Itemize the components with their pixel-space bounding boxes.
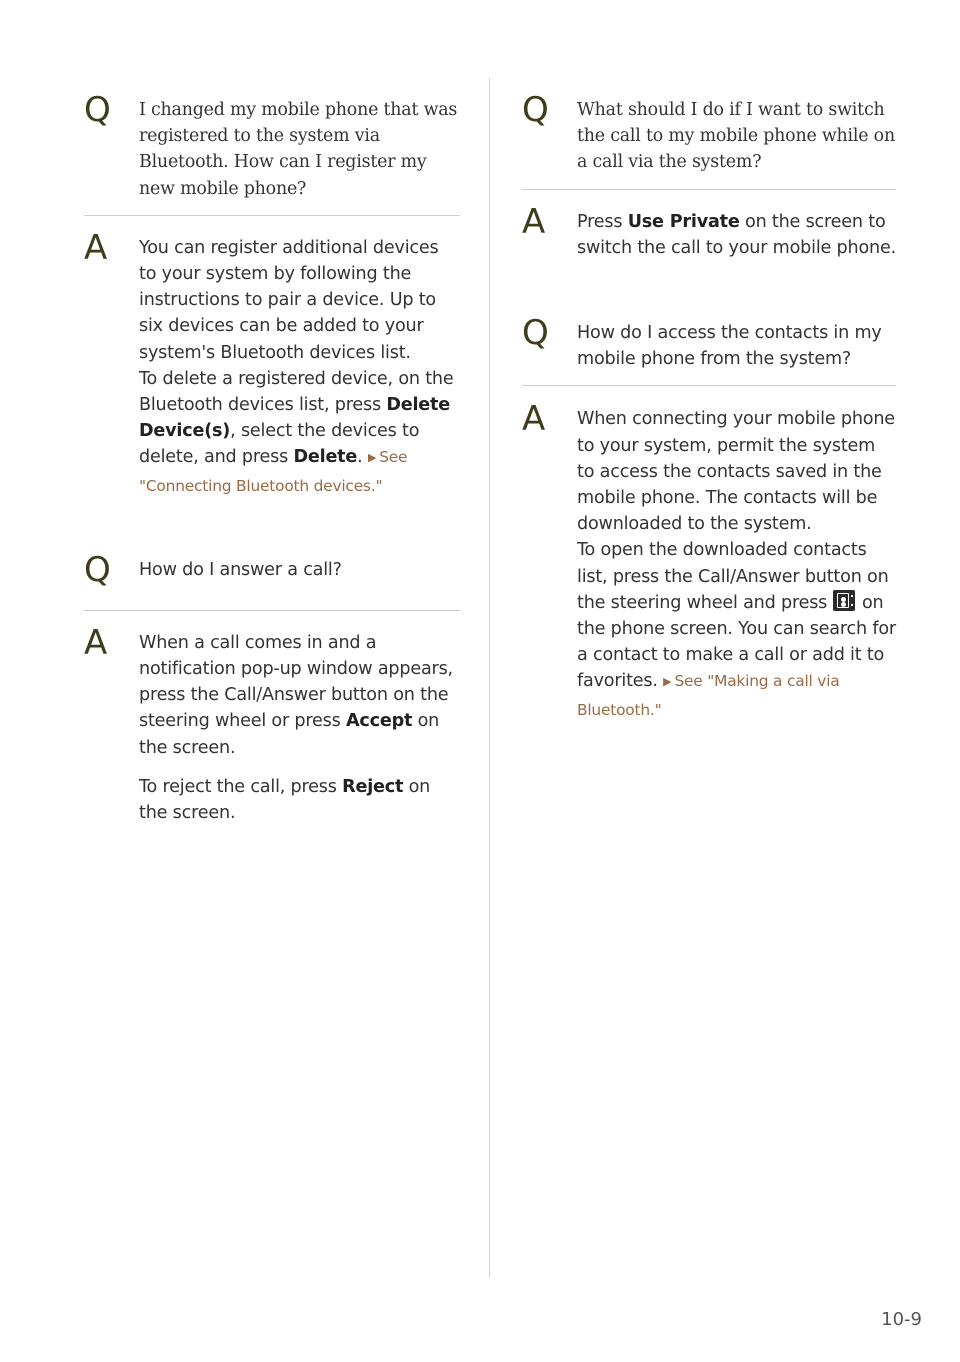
answer-text xyxy=(139,630,460,826)
answer-paragraph xyxy=(139,366,460,499)
question-text: How do I answer a call? xyxy=(139,559,342,580)
question-1 xyxy=(84,78,460,202)
text-run: on the phone screen. You can search for a contact to make a call or add it to favorites. xyxy=(577,592,896,692)
answer-paragraph xyxy=(139,630,460,761)
text-run: . xyxy=(357,447,363,468)
q-letter: Q xyxy=(84,549,111,590)
question-4 xyxy=(522,313,896,372)
text-run: To delete a registered device, on the Bluetooth devices list, press xyxy=(139,368,454,416)
text-run: When a call comes in and a notification pop-up window appears, press the Call/Answer button on the steering wheel or press xyxy=(139,632,453,732)
bold-term: Accept xyxy=(345,711,413,732)
text-run: on the screen to switch the call to your mobile phone. xyxy=(577,211,896,258)
divider xyxy=(84,215,460,216)
contacts-icon xyxy=(833,590,855,611)
text-run: , select the devices to delete, and press xyxy=(139,421,420,468)
a-letter: A xyxy=(522,201,546,242)
text-run: on the screen. xyxy=(139,776,431,824)
q-letter: Q xyxy=(522,90,549,130)
answer-3 xyxy=(522,201,896,261)
answer-4 xyxy=(522,399,896,722)
reference-text: See "Making a call via Bluetooth." xyxy=(577,672,840,719)
bold-term: Delete xyxy=(293,447,358,468)
q-letter: Q xyxy=(84,90,111,130)
page-number: 10-9 xyxy=(881,1309,922,1330)
answer-text xyxy=(577,406,896,722)
answer-1 xyxy=(84,227,460,499)
answer-paragraph xyxy=(577,537,896,722)
divider xyxy=(522,189,896,190)
text-run: Press xyxy=(577,211,628,232)
answer-paragraph: You can register additional devices to your system by following the instructions to pair a device. Up to six devices can be added to your system's Bluetooth devices list. xyxy=(139,237,439,363)
a-letter: A xyxy=(84,227,108,268)
divider xyxy=(84,610,460,611)
question-2 xyxy=(84,549,460,590)
answer-2 xyxy=(84,622,460,826)
answer-paragraph: When connecting your mobile phone to your system, permit the system to access the contacts saved in the mobile phone. The contacts will be downloaded to the system. xyxy=(577,409,895,535)
arrow-right-icon: ▶ xyxy=(663,675,672,689)
question-3 xyxy=(522,78,896,176)
answer-paragraph xyxy=(577,209,896,261)
question-text: How do I access the contacts in my mobile phone from the system? xyxy=(577,323,882,370)
right-column xyxy=(522,78,896,723)
reference-text: See "Connecting Bluetooth devices." xyxy=(139,448,408,495)
bold-term: Reject xyxy=(342,776,404,797)
bold-term: Use Private xyxy=(627,211,740,232)
answer-text xyxy=(577,209,896,261)
text-run: To open the downloaded contacts list, press the Call/Answer button on the steering wheel and press xyxy=(577,540,889,613)
answer-text xyxy=(139,235,460,499)
left-column xyxy=(84,78,460,826)
text-run: on the screen. xyxy=(139,711,440,758)
answer-paragraph xyxy=(139,774,460,826)
column-divider xyxy=(489,78,490,1278)
bold-term: Delete Device(s) xyxy=(139,395,450,442)
arrow-right-icon: ▶ xyxy=(367,451,377,465)
q-letter: Q xyxy=(522,313,549,354)
question-text: I changed my mobile phone that was registered to the system via Bluetooth. How can I register my new mobile phone? xyxy=(139,100,458,199)
question-text: What should I do if I want to switch the call to my mobile phone while on a call via the system? xyxy=(577,100,895,173)
divider xyxy=(522,385,896,386)
text-run: To reject the call, press xyxy=(139,776,343,797)
a-letter: A xyxy=(522,399,546,440)
a-letter: A xyxy=(84,622,108,663)
